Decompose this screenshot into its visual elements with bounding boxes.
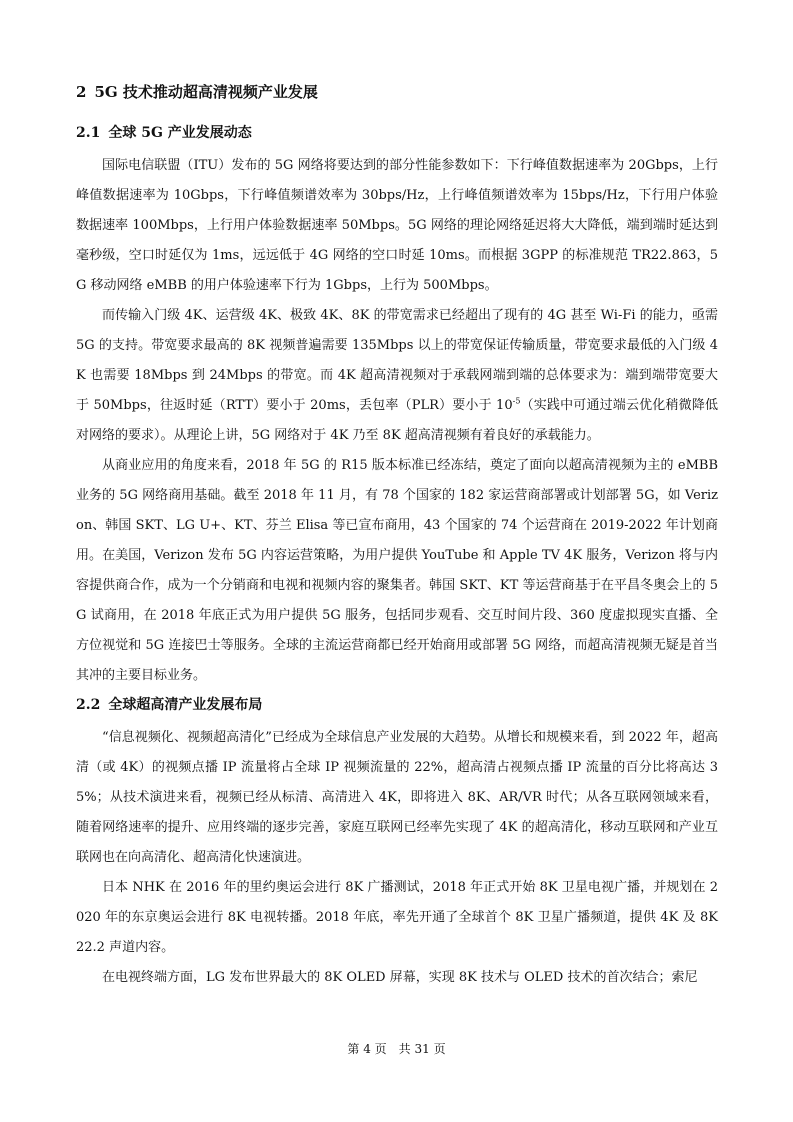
- paragraph-industry-trend: “信息视频化、视频超高清化”已经成为全球信息产业发展的大趋势。从增长和规模来看，到 2022 年，超高清（或 4K）的视频点播 IP 流量将占全球 IP 视频流量的 22%，超高清占视频点播 IP 流量的百分比将高达 35%；从技术演进来看，视频已经从标清、高清进入 4K，即将进入 8K、AR/VR 时代；从各互联网领域来看，随着网络速率的提升、应用终端的逐步完善，家庭互联网已经率先实现了 4K 的超高清化，移动互联网和产业互联网也在向高清化、超高清化快速演进。: [76, 730, 718, 865]
- chapter-title: 5G 技术推动超高清视频产业发展: [94, 83, 318, 101]
- page-footer: [0, 1040, 793, 1057]
- paragraph-tv-terminals: 在电视终端方面，LG 发布世界最大的 8K OLED 屏幕，实现 8K 技术与 OLED 技术的首次结合；索尼: [102, 970, 698, 985]
- section-number: 2.1: [76, 125, 101, 141]
- paragraph-nhk-8k: 日本 NHK 在 2016 年的里约奥运会进行 8K 广播测试，2018 年正式开始 8K 卫星电视广播，并规划在 2020 年的东京奥运会进行 8K 电视转播。2018 年底，率先开通了全球首个 8K 卫星广播频道，提供 4K 及 8K 22.2 声道内容。: [76, 880, 718, 955]
- section-number: 2.2: [76, 697, 101, 713]
- paragraph-bandwidth-requirements: [76, 301, 718, 451]
- page-content: [76, 80, 718, 993]
- chapter-heading: [76, 80, 718, 104]
- section-heading-2-2: [76, 693, 718, 717]
- section-heading-2-1: [76, 121, 718, 145]
- chapter-number: 2: [76, 83, 87, 101]
- paragraph-itu-parameters: 国际电信联盟（ITU）发布的 5G 网络将要达到的部分性能参数如下：下行峰值数据速率为 20Gbps，上行峰值数据速率为 10Gbps，下行峰值频谱效率为 30bps/Hz，上行峰值频谱效率为 15bps/Hz，下行用户体验数据速率 100Mbps，上行用户体验数据速率 50Mbps。5G 网络的理论网络延迟将大大降低，端到端时延达到毫秒级，空口时延仅为 1ms，远远低于 4G 网络的空口时延 10ms。而根据 3GPP 的标准规范 TR22.863，5G 移动网络 eMBB 的用户体验速率下行为 1Gbps，上行为 500Mbps。: [76, 158, 718, 293]
- total-pages: 共 31 页: [398, 1042, 446, 1056]
- paragraph-text-before: 而传输入门级 4K、运营级 4K、极致 4K、8K 的带宽需求已经超出了现有的 4G 甚至 Wi-Fi 的能力，亟需 5G 的支持。带宽要求最高的 8K 视频普遍需要 135Mbps 以上的带宽保证传输质量，带宽要求最低的入门级 4K 也需要 18Mbps 到 24Mbps 的带宽。而 4K 超高清视频对于承载网端到端的总体要求为：端到端带宽要大于 50Mbps，往返时延（RTT）要小于 20ms，丢包率（PLR）要小于 10: [76, 308, 718, 413]
- paragraph-commercial-applications: 从商业应用的角度来看，2018 年 5G 的 R15 版本标准已经冻结，奠定了面向以超高清视频为主的 eMBB 业务的 5G 网络商用基础。截至 2018 年 11 月，有 78 个国家的 182 家运营商部署或计划部署 5G，如 Verizon、韩国 SKT、LG U+、KT、芬兰 Elisa 等已宣布商用，43 个国家的 74 个运营商在 2019-2022 年计划商用。在美国，Verizon 发布 5G 内容运营策略，为用户提供 YouTube 和 Apple TV 4K 服务，Verizon 将与内容提供商合作，成为一个分销商和电视和视频内容的聚集者。韩国 SKT、KT 等运营商基于在平昌冬奥会上的 5G 试商用，在 2018 年底正式为用户提供 5G 服务，包括同步观看、交互时间片段、360 度虚拟现实直播、全方位视觉和 5G 连接巴士等服务。全球的主流运营商都已经开始商用或部署 5G 网络，而超高清视频无疑是首当其冲的主要目标业务。: [76, 458, 718, 683]
- page-number: 第 4 页: [347, 1042, 387, 1056]
- section-title: 全球 5G 产业发展动态: [108, 125, 252, 141]
- exponent-superscript: -5: [512, 396, 521, 406]
- section-title: 全球超高清产业发展布局: [108, 697, 263, 713]
- paragraph-text-after: （实践中可通过端云优化稍微降低对网络的要求）。从理论上讲，5G 网络对于 4K 乃至 8K 超高清视频有着良好的承载能力。: [76, 398, 718, 443]
